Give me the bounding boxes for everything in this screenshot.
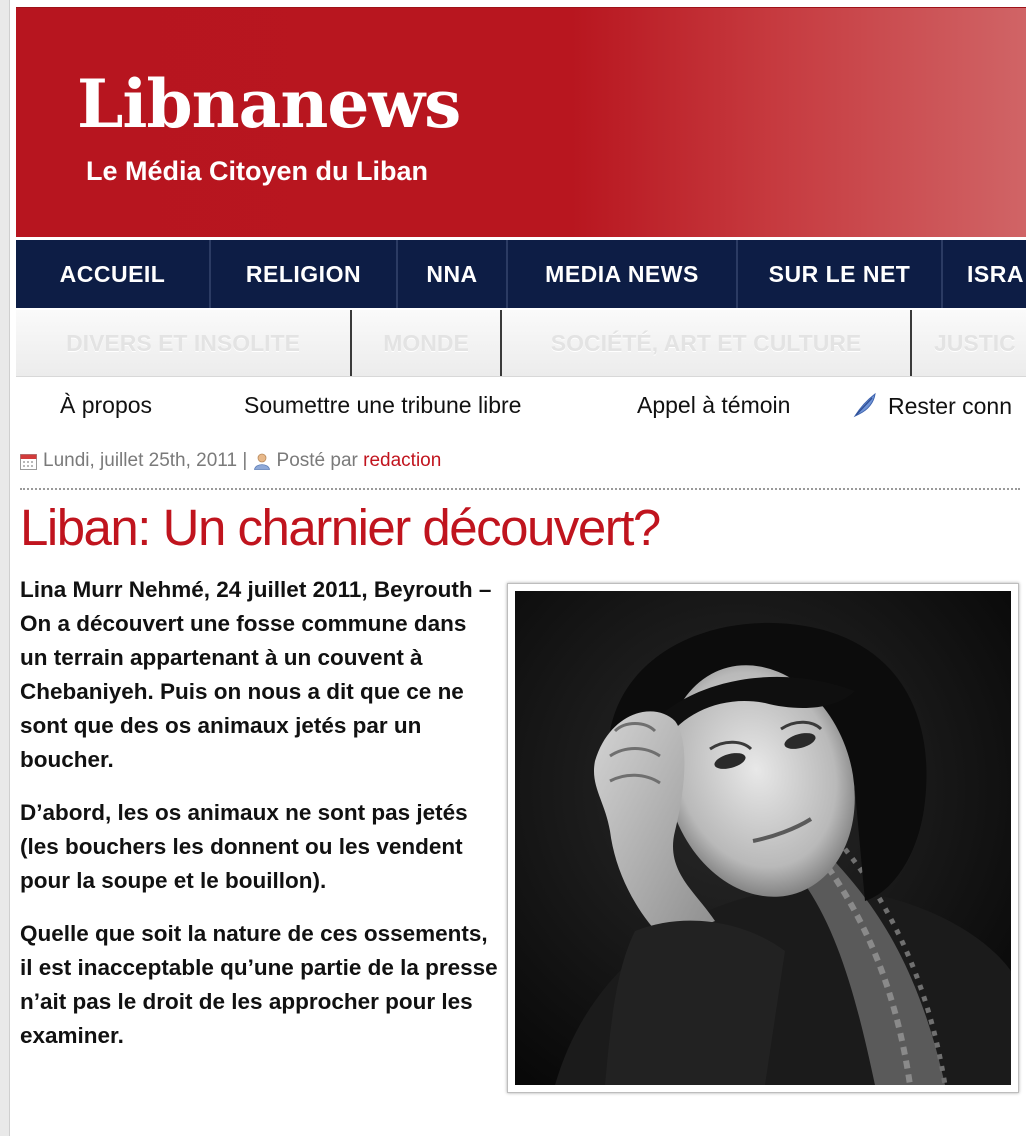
link-appel-a-temoin[interactable]: Appel à témoin (637, 392, 791, 418)
nav-item-religion[interactable]: RELIGION (211, 240, 398, 308)
user-icon (253, 452, 271, 470)
site-tagline: Le Média Citoyen du Liban (86, 156, 429, 186)
left-window-edge (0, 0, 10, 1136)
nav-item-divers-et-insolite[interactable]: DIVERS ET INSOLITE (16, 310, 352, 376)
article-title[interactable]: Liban: Un charnier découvert? (20, 499, 660, 556)
meta-separator: | (242, 450, 248, 471)
site-title[interactable]: Libnanews (77, 65, 461, 143)
posted-by-label: Posté par (276, 450, 358, 471)
link-rester-connecte[interactable] (852, 392, 1012, 420)
article-paragraph-2: D’abord, les os animaux ne sont pas jetés (les bouchers les donnent ou les vendent pour la soupe et le bouillon). (20, 800, 468, 893)
site-header (16, 7, 1026, 237)
nav-item-societe-art-culture[interactable]: SOCIÉTÉ, ART ET CULTURE (502, 310, 912, 376)
page-links-bar (16, 382, 1026, 432)
link-soumettre-tribune[interactable]: Soumettre une tribune libre (244, 392, 522, 418)
nav-item-justice[interactable]: JUSTIC (934, 329, 1016, 356)
article-paragraph-1: Lina Murr Nehmé, 24 juillet 2011, Beyrouth – On a découvert une fosse commune dans un terrain appartenant à un couvent à Chebaniyeh. Puis on nous a dit que ce ne sont que des os animaux jetés par un boucher. (20, 577, 492, 772)
nav-item-accueil[interactable]: ACCUEIL (16, 240, 211, 308)
nav-item-media-news[interactable]: MEDIA NEWS (508, 240, 738, 308)
nav-item-isra[interactable]: ISRA (967, 260, 1024, 287)
post-meta (20, 450, 1020, 478)
author-link[interactable]: redaction (363, 450, 442, 471)
link-rester-connecte-label: Rester conn (888, 393, 1013, 419)
author-portrait-image (515, 591, 1011, 1085)
sub-nav (16, 310, 1026, 377)
meta-divider (20, 488, 1020, 490)
post-date: Lundi, juillet 25th, 2011 (43, 450, 238, 471)
main-nav (16, 240, 1026, 308)
page (16, 0, 1026, 1136)
nav-item-nna[interactable]: NNA (398, 240, 508, 308)
article-photo[interactable] (507, 583, 1019, 1093)
feather-icon (852, 392, 878, 418)
article-body (20, 573, 500, 1072)
link-a-propos[interactable]: À propos (60, 392, 153, 418)
calendar-icon (20, 453, 37, 470)
article-paragraph-3: Quelle que soit la nature de ces ossements, il est inacceptable qu’une partie de la presse n’ait pas le droit de les approcher pour les examiner. (20, 921, 498, 1048)
nav-item-sur-le-net[interactable]: SUR LE NET (738, 240, 943, 308)
nav-item-monde[interactable]: MONDE (352, 310, 502, 376)
